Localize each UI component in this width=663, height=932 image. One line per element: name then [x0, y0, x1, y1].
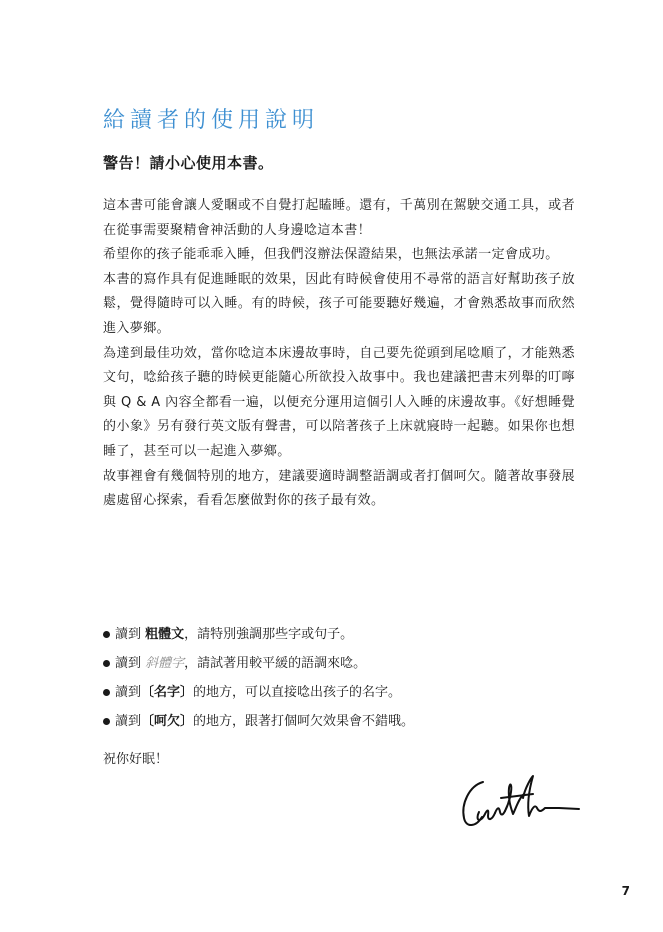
italic-sample: 斜體字	[145, 656, 185, 671]
bullet-icon	[103, 689, 110, 696]
body-text	[103, 194, 575, 514]
list-item: 讀到〔名字〕的地方，可以直接唸出孩子的名字。	[103, 678, 575, 707]
page-title: 給讀者的使用說明	[103, 108, 320, 133]
paragraph: 希望你的孩子能乖乖入睡，但我們沒辦法保證結果，也無法承諾一定會成功。	[103, 247, 559, 263]
list-item: 讀到 粗體文，請特別強調那些字或句子。	[103, 620, 575, 649]
bold-sample: 粗體文	[145, 627, 185, 642]
page-number: 7	[621, 884, 630, 898]
warning-text: 警告！請小心使用本書。	[103, 154, 274, 172]
paragraph: 故事裡會有幾個特別的地方，建議要適時調整語調或者打個呵欠。隨著故事發展處處留心探索，看看怎麼做對你的孩子最有效。	[103, 468, 575, 509]
bullet-icon	[103, 718, 110, 725]
reading-tips-list	[103, 620, 575, 736]
signature-icon	[455, 768, 585, 838]
bullet-icon	[103, 631, 110, 638]
paragraph: 這本書可能會讓人愛睏或不自覺打起瞌睡。還有，千萬別在駕駛交通工具，或者在從事需要聚精會神活動的人身邊唸這本書！	[103, 198, 575, 238]
name-marker: 〔名字〕	[141, 685, 194, 700]
list-item: 讀到 斜體字，請試著用較平緩的語調來唸。	[103, 649, 575, 678]
paragraph: 本書的寫作具有促進睡眠的效果，因此有時候會使用不尋常的語言好幫助孩子放鬆，覺得隨時可以入睡。有的時候，孩子可能要聽好幾遍，才會熟悉故事而欣然進入夢鄉。	[103, 271, 575, 336]
yawn-marker: 〔呵欠〕	[141, 714, 194, 729]
paragraph: 為達到最佳功效，當你唸這本床邊故事時，自己要先從頭到尾唸順了，才能熟悉文句，唸給孩子聽的時候更能隨心所欲投入故事中。我也建議把書末列舉的叮嚀與 Q & A 內容全都看一遍，以便充分運用這個引人入睡的床邊故事。《好想睡覺的小象》另有發行英文版有聲書，可以陪著孩子上床就寢時一起聽。如果你也想睡了，甚至可以一起進入夢鄉。	[103, 345, 575, 459]
list-item: 讀到〔呵欠〕的地方，跟著打個呵欠效果會不錯哦。	[103, 707, 575, 736]
closing-text: 祝你好眠！	[103, 752, 169, 767]
bullet-icon	[103, 660, 110, 667]
